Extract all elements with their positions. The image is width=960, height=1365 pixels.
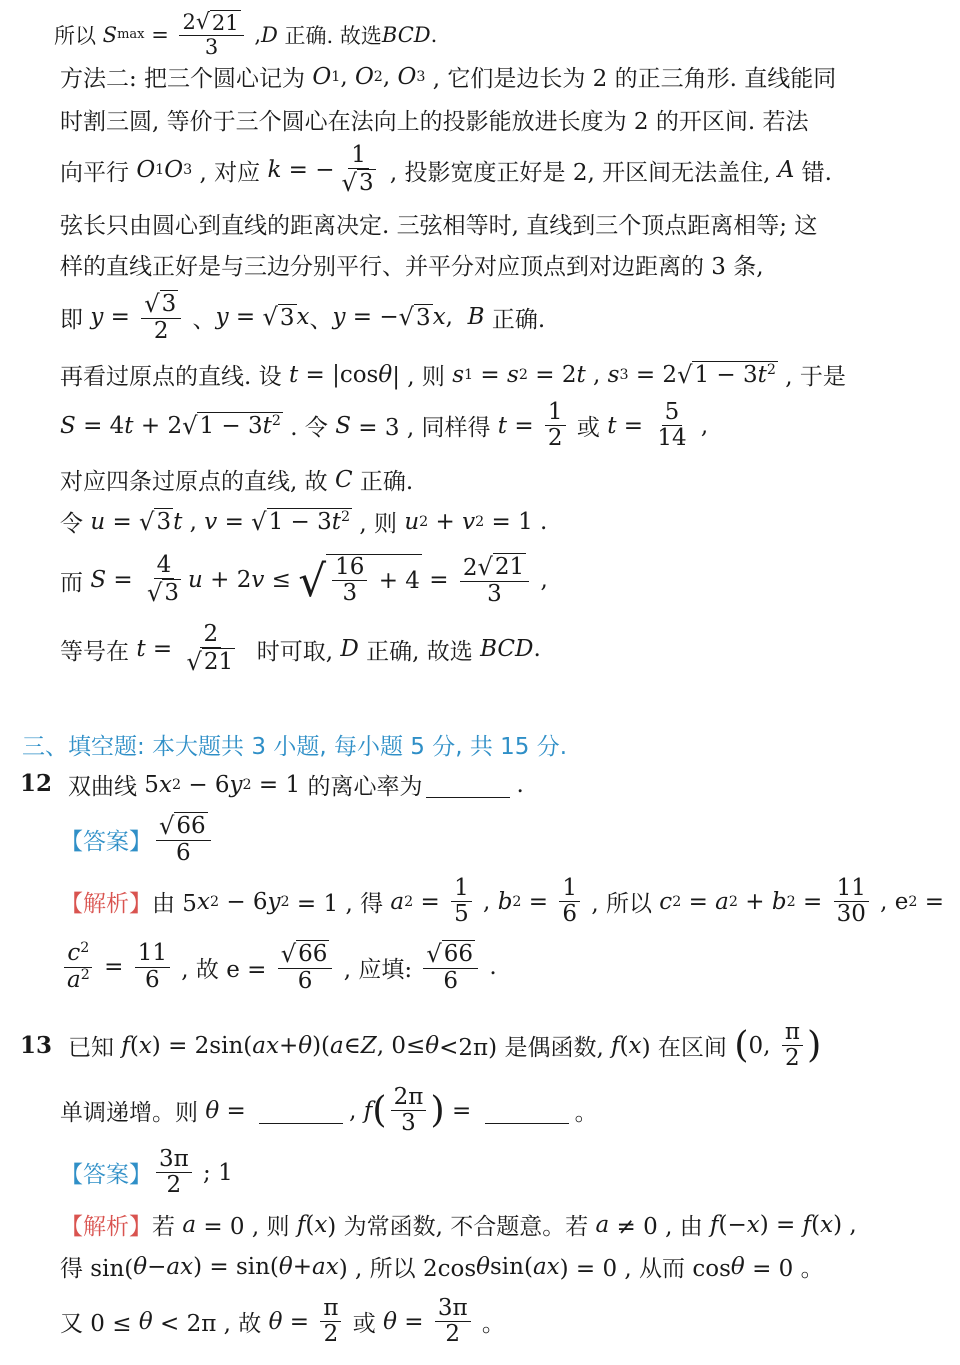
solution-line-12: 而 S = 4 √ 3 u + 2 v ≤ √ $\frac{16}{3}$ + 4 = 2 √ 21 3 ,	[60, 552, 548, 608]
question-13-explanation-2: 得 sin( θ − ax ) = sin( θ + ax ) , 所以 2cos θ sin( ax ) = 0 , 从而 cos θ = 0 。	[60, 1253, 824, 1282]
answer-value: $\frac{3\pi}{2}$	[156, 1147, 192, 1199]
explanation-tag: 【解析】	[60, 891, 152, 918]
question-12-stem-text-b: 的离心率为	[307, 774, 423, 800]
answer-value: √ 66 6	[156, 812, 211, 866]
solution-line-11: 令 u = √ 3 t , v = √ $1 - 3t^2$ , 则 u 2 + v 2 = 1 .	[60, 507, 548, 537]
solution-line-4: 向平行 O 1 O 3 , 对应 k = − 1 √ 3 , 投影宽度正好是 2, 开区间无法盖住, A 错.	[60, 142, 832, 198]
explanation-tag: 【解析】	[60, 1214, 152, 1240]
question-12-stem: 双曲线 5 x 2 − 6 y 2 = 1 的离心率为 .	[68, 768, 940, 801]
solution-line-6: 样的直线正好是与三边分别平行、并平分对应顶点到对边距离的 3 条,	[60, 254, 764, 280]
question-12-number: 12	[20, 770, 53, 797]
question-13-stem-2: 单调递增。则 θ = , f ( $\frac{2\pi}{3}$ ) = 。	[60, 1084, 598, 1137]
solution-line-2: 方法二: 把三个圆心记为 O 1 , O 2 , O 3 , 它们是边长为 2 的正三角形. 直线能同	[60, 63, 837, 92]
solution-line-1: 所以 S max = 2 √ 21 3 , D 正确. 故选 BCD .	[54, 9, 438, 60]
question-12-answer	[60, 812, 940, 866]
solution-line-13: 等号在 t = 2 √ 21 时可取, D 正确, 故选 BCD .	[60, 621, 541, 677]
question-12-stem-text-a: 双曲线	[68, 774, 137, 800]
question-12-explanation-1: 【解析】 由 5 x 2 − 6 y 2 = 1 , 得 a 2 = $\frac{1}{5}$ , b 2 = $\frac{1}{6}$ , 所以 c 2 = a 2 + b 2 = $\frac{11}{30}$ , e 2 =	[60, 875, 945, 928]
question-13-answer: 【答案】 $\frac{3\pi}{2}$ ; 1	[60, 1146, 233, 1199]
solution-line-3: 时割三圆, 等价于三个圆心在法向上的投影能放进长度为 2 的开区间. 若法	[60, 109, 809, 135]
section-title: 三、填空题: 本大题共 3 小题, 每小题 5 分, 共 15 分.	[22, 734, 568, 760]
solution-line-10: 对应四条过原点的直线, 故 C 正确.	[60, 466, 414, 495]
solution-line-8: 再看过原点的直线. 设 t = |cos θ | , 则 s 1 = s 2 = 2 t , s 3 = 2 √ $1 - 3t^2$ , 于是	[60, 360, 846, 390]
answer-blank[interactable]	[426, 771, 510, 797]
answer-tag: 【答案】	[60, 1162, 152, 1189]
f-value-answer-blank[interactable]	[485, 1098, 569, 1124]
question-12-explanation-2: $\frac{c^2}{a^2}$ = $\frac{11}{6}$ , 故 e = √ 66 6 , 应填: √ 66 6 .	[60, 940, 940, 994]
answer-tag: 【答案】	[60, 828, 152, 855]
solution-line-9: S = 4 t + 2 √ $1 - 3t^2$ . 令 S = 3 , 同样得 t = $\frac{1}{2}$ 或 t = $\frac{5}{14}$ ,	[60, 399, 709, 452]
solution-line-5: 弦长只由圆心到直线的距离决定. 三弦相等时, 直线到三个顶点距离相等; 这	[60, 213, 818, 239]
question-13-number: 13	[20, 1032, 53, 1059]
theta-answer-blank[interactable]	[259, 1098, 343, 1124]
question-13-stem-1: 已知 f ( x ) = 2sin( ax + θ )( a ∈ Z , 0≤ θ <2π) 是偶函数, f ( x ) 在区间 ( 0, $\frac{\pi}{2}$ )	[68, 1019, 822, 1072]
question-13-explanation-1: 【解析】 若 a = 0 , 则 f ( x ) 为常函数, 不合题意。若 a ≠ 0 , 由 f (− x ) = f ( x ) ,	[60, 1208, 940, 1241]
question-13-explanation-3: 又 0 ≤ θ < 2π , 故 θ = $\frac{\pi}{2}$ 或 θ = $\frac{3\pi}{2}$ 。	[60, 1295, 505, 1348]
solution-line-7: 即 y = √ 3 2 、 y = √ 3 x 、 y = − √ 3 x , B 正确.	[60, 289, 546, 345]
